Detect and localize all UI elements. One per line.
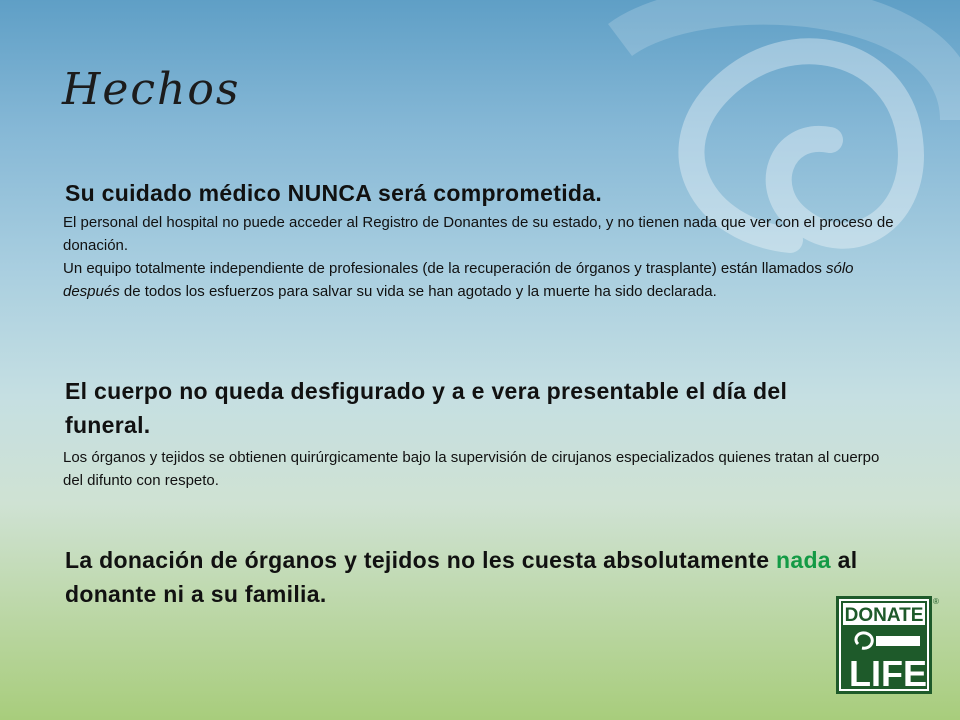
section-body-body: Los órganos y tejidos se obtienen quirúrgicamente bajo la supervisión de cirujanos especializados quienes tratan al cuerpo del difunto con respeto. — [63, 449, 880, 489]
body-paragraph-1: El personal del hospital no puede acceder al Registro de Donantes de su estado, y no tienen nada que ver con el proceso de donación. — [63, 214, 894, 254]
section-heading-medical-care: Su cuidado médico NUNCA será comprometida. — [65, 180, 603, 206]
donate-life-logo — [832, 590, 944, 698]
body-emphasis: sólo después — [63, 260, 854, 300]
cost-highlight: nada — [776, 547, 831, 573]
page-title: Hechos — [62, 64, 241, 115]
logo-text-donate: DONATE — [844, 605, 924, 626]
section-heading-cost — [65, 543, 865, 611]
body-paragraph-2-start: Un equipo totalmente independiente de profesionales (de la recuperación de órganos y trasplante) están llamados — [63, 260, 826, 277]
body-paragraph-2-end: de todos los esfuerzos para salvar su vida se han agotado y la muerte ha sido declarada. — [119, 283, 717, 300]
section-heading-body: El cuerpo no queda desfigurado y a e vera presentable el día del funeral. — [65, 378, 788, 438]
logo-text-life: LIFE — [849, 653, 927, 694]
cost-heading-start: La donación de órganos y tejidos no les cuesta absolutamente — [65, 547, 777, 573]
registered-mark: ® — [933, 597, 939, 606]
cost-heading-end: al donante ni a su familia. — [65, 547, 858, 607]
section-body-medical-care — [63, 211, 903, 303]
